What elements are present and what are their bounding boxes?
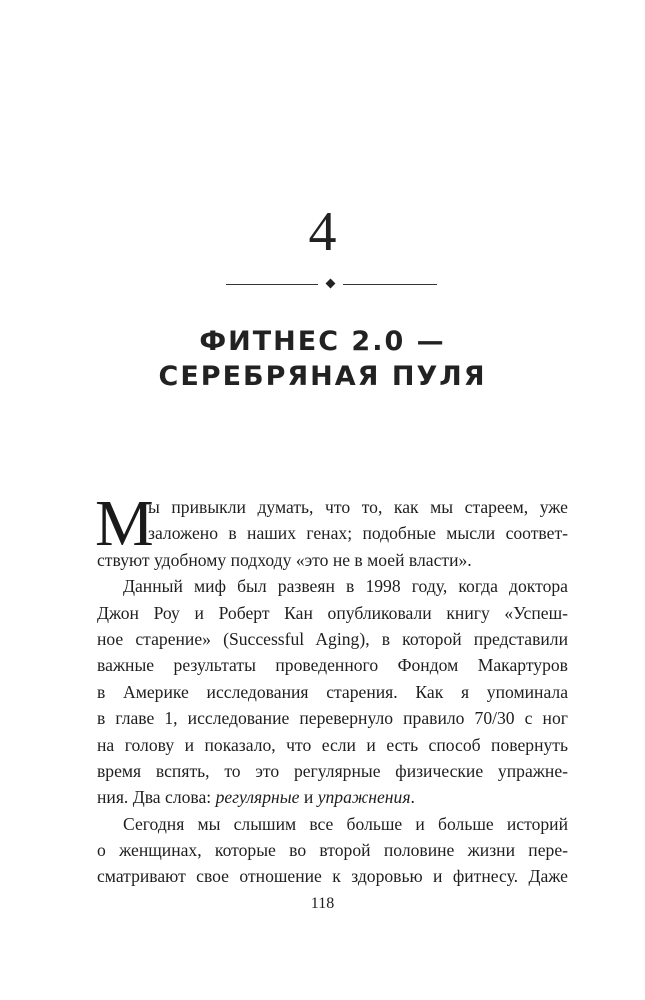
text-line: Сегодня мы слышим все больше и больше историй bbox=[123, 813, 568, 834]
italic-word: упражнения bbox=[317, 787, 411, 808]
italic-word: регулярные bbox=[215, 787, 300, 808]
chapter-number: 4 bbox=[308, 201, 337, 263]
drop-cap: М bbox=[95, 487, 154, 560]
text-line: ствуют удобному подходу «это не в моей власти». bbox=[97, 549, 472, 570]
text-line bbox=[97, 784, 568, 810]
text-line: заложено в наших генах; подобные мысли соответ- bbox=[148, 523, 568, 544]
diamond-ornament-icon bbox=[326, 279, 336, 289]
chapter-title-line-1: ФИТНЕС 2.0 — bbox=[199, 326, 446, 357]
text-line: ы привыкли думать, что то, как мы стареем, уже bbox=[148, 497, 568, 517]
divider-right bbox=[343, 284, 437, 285]
text-line: в главе 1, исследование перевернуло правило 70/30 с ног bbox=[97, 708, 568, 729]
body-text bbox=[95, 487, 568, 890]
text-segment: ния. Два слова: bbox=[97, 787, 216, 808]
text-line: важные результаты проведенного Фондом Макартуров bbox=[97, 655, 568, 676]
text-segment: . bbox=[410, 787, 415, 808]
text-line: время вспять, то это регулярные физические упражне- bbox=[97, 760, 568, 781]
text-line: о женщинах, которые во второй половине жизни пере- bbox=[97, 840, 568, 861]
page-number: 118 bbox=[310, 895, 335, 912]
text-line: Джон Роу и Роберт Кан опубликовали книгу «Успеш- bbox=[97, 602, 568, 623]
chapter-title-line-2: СЕРЕБРЯНАЯ ПУЛЯ bbox=[158, 361, 487, 392]
text-line: Данный миф был развеян в 1998 году, когда доктора bbox=[123, 576, 568, 597]
text-line: в Америке исследования старения. Как я упоминала bbox=[97, 681, 568, 702]
text-line: на голову и показало, что если и есть способ повернуть bbox=[97, 734, 568, 755]
divider-left bbox=[226, 284, 318, 285]
text-line: сматривают свое отношение к здоровью и фитнесу. Даже bbox=[97, 866, 568, 887]
text-line: ное старение» (Successful Aging), в которой представили bbox=[97, 628, 568, 649]
text-segment: и bbox=[299, 787, 318, 808]
